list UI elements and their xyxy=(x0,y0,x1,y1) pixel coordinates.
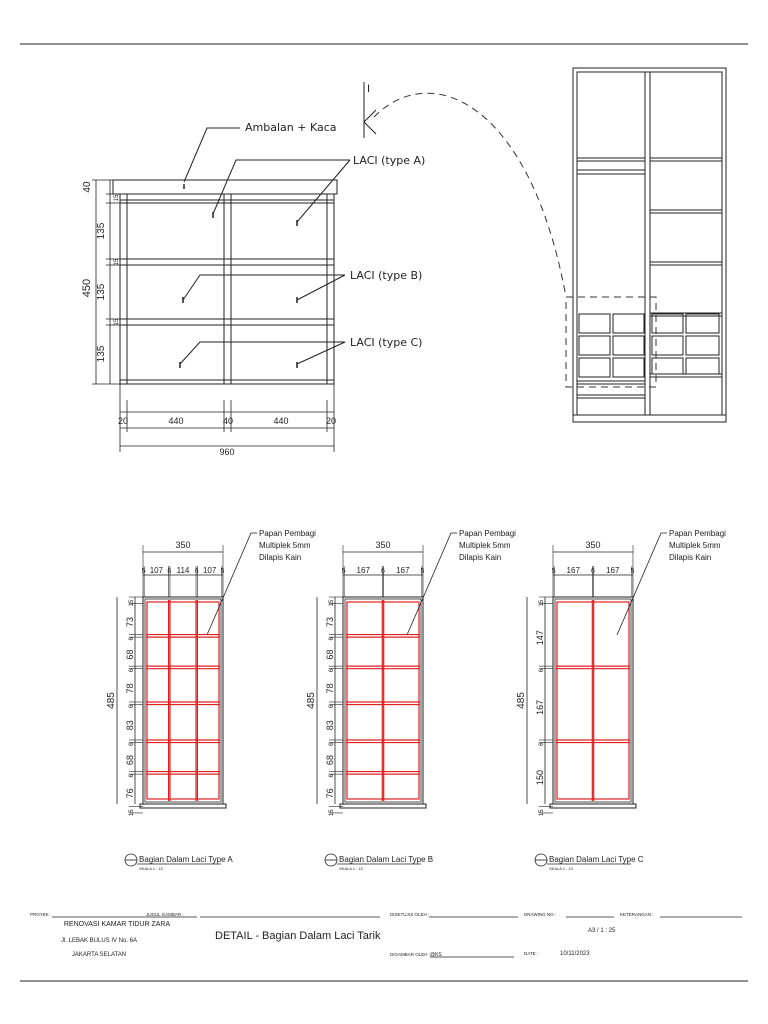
drawer-base xyxy=(550,804,636,808)
note-text: Dilapis Kain xyxy=(669,553,712,562)
drawer-height-value: 485 xyxy=(106,692,117,709)
drawer-side-dim: 6 xyxy=(539,742,545,746)
note-text: Papan Pembagi xyxy=(259,529,316,538)
drawer-side-dim: 15 xyxy=(539,809,545,817)
drawer-side-dim: 15 xyxy=(539,599,545,607)
drawer-side-dim: 76 xyxy=(125,788,135,799)
drawer-base xyxy=(140,804,226,808)
drawing-title: DETAIL - Bagian Dalam Laci Tarik xyxy=(215,930,381,942)
drawing-no-label: DRAWING NO : xyxy=(524,912,557,917)
drawer-side-dim: 6 xyxy=(329,742,335,746)
date-value: 10/11/2023 xyxy=(560,951,590,957)
proyek-label: PROYEK : xyxy=(30,912,52,917)
dim-left: 20 xyxy=(117,416,129,426)
note-text: Dilapis Kain xyxy=(459,553,502,562)
dim-total-width: 960 xyxy=(219,447,235,457)
drawer-height-value: 485 xyxy=(516,692,527,709)
drawer-caption: Bagian Dalam Laci Type A xyxy=(139,855,233,864)
digambar-value: @KS xyxy=(430,952,442,958)
label-laci-b: LACI (type B) xyxy=(350,269,423,282)
drawer-side-dim: 78 xyxy=(125,683,135,694)
drawer-side-dim: 6 xyxy=(329,668,335,673)
disetujui-label: DISETUJUI OLEH : xyxy=(390,912,430,917)
digambar-label: DIGAMBAR OLEH : xyxy=(390,952,431,957)
drawer-side-dim: 68 xyxy=(125,755,135,766)
drawer-top-dim: 5 xyxy=(551,568,556,575)
dim-row-2: 135 xyxy=(96,283,107,301)
section-mark-label: I xyxy=(367,83,371,95)
wardrobe-elevation xyxy=(573,68,726,422)
drawer-side-dim: 147 xyxy=(535,630,545,646)
drawer-side-dim: 83 xyxy=(325,720,335,731)
drawer-top-dim: 5 xyxy=(420,568,425,575)
drawer-top-dim: 167 xyxy=(396,566,410,575)
drawer-scale: SKALA 1 : 10 xyxy=(339,866,363,871)
drawer-width-value: 350 xyxy=(585,540,601,550)
drawer-side-dim: 68 xyxy=(325,755,335,766)
drawer-detail-type-b xyxy=(306,529,516,871)
drawer-width-value: 350 xyxy=(375,540,391,550)
dim-span-2: 440 xyxy=(273,416,289,426)
drawer-side-dim: 6 xyxy=(129,704,135,708)
label-laci-a: LACI (type A) xyxy=(353,154,426,167)
drawer-top-dim: 167 xyxy=(606,566,620,575)
drawer-top-dim: 6 xyxy=(194,568,199,575)
drawer-side-dim: 68 xyxy=(125,649,135,660)
note-text: Multiplek 5mm xyxy=(459,541,511,550)
drawer-top-dim: 6 xyxy=(381,568,385,575)
date-label: DATE : xyxy=(524,951,539,956)
note-leader xyxy=(407,533,457,635)
drawer-height-value: 485 xyxy=(306,692,317,709)
drawer-detail-type-a xyxy=(106,529,316,871)
drawer-box xyxy=(553,597,633,804)
drawer-side-dim: 6 xyxy=(129,742,135,746)
drawer-base xyxy=(340,804,426,808)
drawer-top-dim: 6 xyxy=(591,568,595,575)
drawer-side-dim: 68 xyxy=(325,649,335,660)
drawer-side-dim: 83 xyxy=(125,720,135,731)
drawer-side-dim: 6 xyxy=(539,668,545,673)
drawer-top-dim: 107 xyxy=(202,566,217,575)
drawer-side-dim: 15 xyxy=(329,809,335,817)
drawer-side-dim: 150 xyxy=(535,770,545,786)
drawer-side-dim: 15 xyxy=(129,809,135,817)
dim-rail-2: 15 xyxy=(114,258,120,266)
dim-total-height: 450 xyxy=(81,278,93,298)
drawer-top-dim: 6 xyxy=(167,568,172,575)
drawer-top-dim: 114 xyxy=(176,566,190,575)
keterangan-label: KETERANGAN : xyxy=(620,912,654,917)
drawer-side-dim: 6 xyxy=(129,637,135,641)
drawer-side-dim: 78 xyxy=(325,683,335,694)
dim-span-1: 440 xyxy=(168,416,184,426)
project-address-1: Jl. LEBAK BULUS IV No. 6A xyxy=(60,938,138,944)
drawer-caption: Bagian Dalam Laci Type C xyxy=(549,855,644,864)
cabinet-elevation xyxy=(113,128,350,384)
drawer-top-dim: 107 xyxy=(149,566,164,575)
drawer-scale: SKALA 1 : 10 xyxy=(549,866,573,871)
drawer-top-dim: 167 xyxy=(566,566,580,575)
note-text: Papan Pembagi xyxy=(459,529,516,538)
drawer-scale: SKALA 1 : 10 xyxy=(139,866,163,871)
drawer-detail-type-c xyxy=(516,529,726,871)
drawer-side-dim: 6 xyxy=(129,774,135,778)
drawer-box xyxy=(143,597,223,804)
label-ambalan: Ambalan + Kaca xyxy=(245,121,337,134)
drawer-caption: Bagian Dalam Laci Type B xyxy=(339,855,434,864)
note-text: Multiplek 5mm xyxy=(259,541,311,550)
drawer-side-dim: 6 xyxy=(129,668,135,673)
label-laci-c: LACI (type C) xyxy=(350,336,423,349)
drawer-side-dim: 76 xyxy=(325,788,335,799)
drawer-side-dim: 6 xyxy=(329,774,335,778)
drawer-side-dim: 6 xyxy=(329,637,335,641)
drawing-no-value: A3 / 1 : 25 xyxy=(588,928,616,934)
dim-row-1: 135 xyxy=(96,222,107,240)
dim-top: 40 xyxy=(82,181,93,193)
dim-rail-3: 15 xyxy=(114,318,120,326)
dim-rail-1: 15 xyxy=(114,194,120,202)
dim-right: 20 xyxy=(325,416,337,426)
drawer-side-dim: 6 xyxy=(329,704,335,708)
note-text: Multiplek 5mm xyxy=(669,541,721,550)
drawer-top-dim: 5 xyxy=(141,568,146,575)
dim-row-3: 135 xyxy=(96,345,107,363)
dim-mid: 40 xyxy=(222,416,234,426)
drawer-box xyxy=(343,597,423,804)
drawer-side-dim: 73 xyxy=(125,616,135,627)
note-text: Papan Pembagi xyxy=(669,529,726,538)
note-text: Dilapis Kain xyxy=(259,553,302,562)
drawer-side-dim: 73 xyxy=(325,616,335,627)
drawer-top-dim: 5 xyxy=(630,568,635,575)
project-address-2: JAKARTA SELATAN xyxy=(71,952,127,958)
drawer-top-dim: 167 xyxy=(356,566,370,575)
drawer-width-value: 350 xyxy=(175,540,191,550)
drawer-side-dim: 15 xyxy=(329,599,335,607)
note-leader xyxy=(617,533,667,635)
judul-label: JUDUL GAMBAR : xyxy=(146,912,184,917)
project-name: RENOVASI KAMAR TIDUR ZARA xyxy=(63,921,171,928)
drawer-side-dim: 167 xyxy=(535,699,545,715)
note-leader xyxy=(207,533,257,635)
drawer-side-dim: 15 xyxy=(129,599,135,607)
drawer-top-dim: 5 xyxy=(220,568,225,575)
drawer-top-dim: 5 xyxy=(341,568,346,575)
